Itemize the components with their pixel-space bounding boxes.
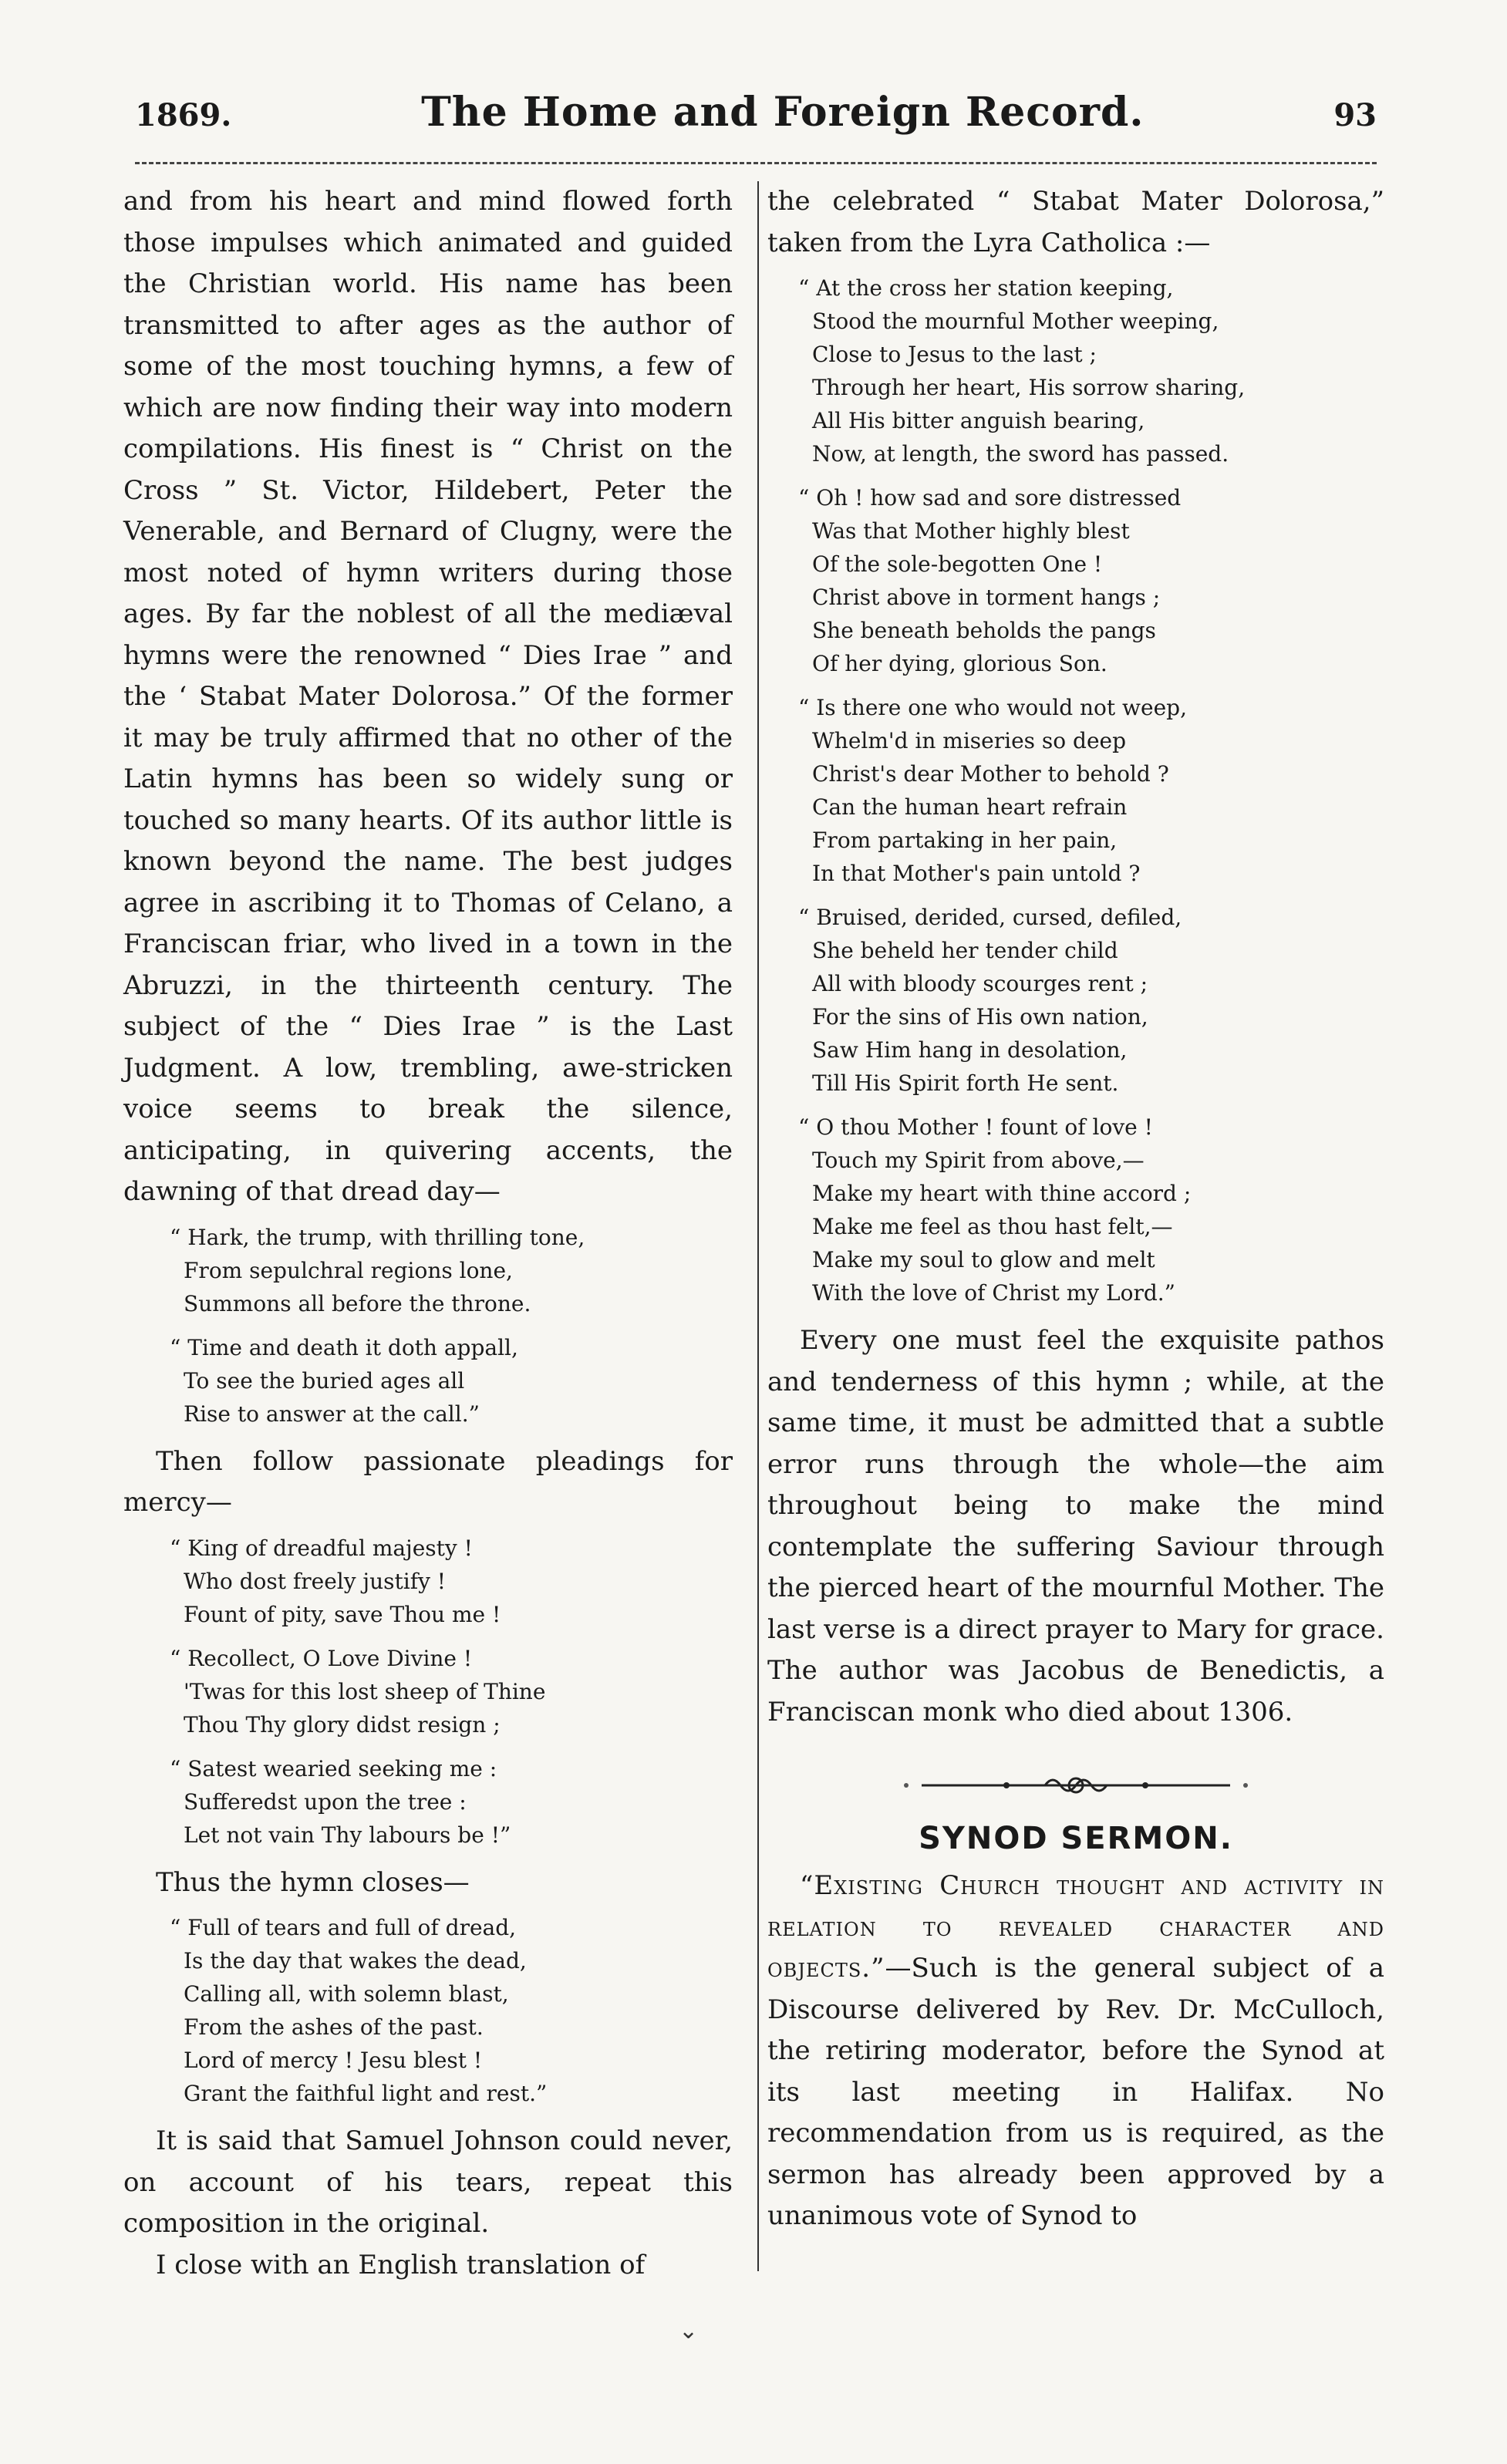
verse-line: Thou Thy glory didst resign ; (184, 1711, 501, 1738)
body-paragraph: Then follow passionate pleadings for mercy— (123, 1445, 733, 1518)
page-number: 93 (1333, 97, 1377, 133)
verse-line: Now, at length, the sword has passed. (812, 441, 1229, 467)
body-paragraph (767, 1866, 1384, 2237)
hymn-stanza (123, 1331, 733, 1431)
verse-line: Make my soul to glow and melt (812, 1247, 1155, 1272)
verse-line: Through her heart, His sorrow sharing, (812, 375, 1246, 400)
verse-line: Let not vain Thy labours be !” (184, 1822, 511, 1848)
verse-line: “ Is there one who would not weep, (798, 695, 1187, 720)
body-paragraph: and from his heart and mind flowed forth those impulses which animated and guided the Christian world. His name has been transmitted to after ages as the author of some of the most touching hymns, a few of which are now finding their way into modern compilations. His finest is “ Christ on the Cross ” St. Victor, Hildebert, Peter the Venerable, and Bernard of Clugny, were the most noted of hymn writers during those ages. By far the noblest of all the mediæval hymns were the renowned “ Dies Irae ” and the ‘ Stabat Mater Dolorosa.” Of the former it may be truly affirmed that no other of the Latin hymns has been so widely sung or touched so many hearts. Of its author little is known beyond the name. The best judges agree in ascribing it to Thomas of Celano, a Franciscan friar, who lived in a town in the Abruzzi, in the thirteenth century. The subject of the “ Dies Irae ” is the Last Judgment. A low, trembling, awe-stricken voice seems to break the silence, anticipating, in quivering accents, the dawning of that dread day— (123, 186, 733, 1207)
verse-line: Christ above in torment hangs ; (812, 585, 1161, 610)
verse-line: 'Twas for this lost sheep of Thine (184, 1678, 546, 1704)
left-column (123, 181, 733, 2286)
verse-line: She beneath beholds the pangs (812, 618, 1156, 643)
verse-line: “ Bruised, derided, cursed, defiled, (798, 905, 1182, 930)
hymn-stanza (767, 691, 1384, 890)
verse-line: Stood the mournful Mother weeping, (812, 308, 1219, 334)
section-heading: SYNOD SERMON. (919, 1821, 1233, 1856)
verse-line: “ King of dreadful majesty ! (170, 1535, 473, 1561)
periodical-title: The Home and Foreign Record. (421, 89, 1145, 136)
verse-line: Rise to answer at the call.” (184, 1401, 480, 1427)
flourish-ornament-icon (891, 1771, 1261, 1799)
verse-line: “ Oh ! how sad and sore distressed (798, 485, 1182, 511)
verse-line: Sufferedst upon the tree : (184, 1788, 467, 1815)
header-year: 1869. (135, 97, 232, 133)
body-paragraph: Every one must feel the exquisite pathos and tenderness of this hymn ; while, at the same time, it must be admitted that a subtle error runs through the whole—the aim throughout being to make the mind contemplate the suffering Saviour through the pierced heart of the mournful Mother. The last verse is a direct prayer to Mary for grace. The author was Jacobus de Benedictis, a Franciscan monk who died about 1306. (767, 1325, 1384, 1727)
verse-line: “ At the cross her station keeping, (798, 275, 1174, 301)
hymn-stanza (767, 481, 1384, 680)
verse-line: Make my heart with thine accord ; (812, 1181, 1192, 1206)
hymn-stanza (123, 1752, 733, 1852)
verse-line: Summons all before the throne. (184, 1290, 531, 1316)
right-column (767, 181, 1384, 2237)
paragraph-text: —Such is the general subject of a Discourse delivered by Rev. Dr. McCulloch, the retiring moderator, before the Synod at its last meeting in Halifax. No recommendation from us is required, as the sermon has already been approved by a unanimous vote of Synod to (767, 1953, 1384, 2231)
verse-line: “ Full of tears and full of dread, (170, 1915, 517, 1940)
verse-line: Make me feel as thou hast felt,— (812, 1214, 1173, 1239)
verse-line: Lord of mercy ! Jesu blest ! (184, 2048, 483, 2073)
verse-line: Saw Him hang in desolation, (812, 1037, 1128, 1063)
verse-line: Can the human heart refrain (812, 794, 1128, 820)
verse-line: Of the sole-begotten One ! (812, 551, 1103, 577)
verse-line: Christ's dear Mother to behold ? (812, 761, 1169, 787)
hymn-stanza (123, 1532, 733, 1631)
body-paragraph: I close with an English translation of (156, 2249, 646, 2280)
body-paragraph: It is said that Samuel Johnson could never, on account of his tears, repeat this composition in the original. (123, 2125, 733, 2239)
verse-line: For the sins of His own nation, (812, 1004, 1148, 1030)
verse-line: From sepulchral regions lone, (184, 1257, 513, 1283)
hymn-stanza (123, 1911, 733, 2110)
hymn-stanza (123, 1221, 733, 1320)
verse-line: With the love of Christ my Lord.” (812, 1280, 1175, 1306)
verse-line: Till His Spirit forth He sent. (812, 1070, 1119, 1096)
verse-line: Is the day that wakes the dead, (184, 1948, 527, 1974)
verse-line: In that Mother's pain untold ? (812, 861, 1141, 886)
verse-line: “ O thou Mother ! fount of love ! (798, 1114, 1153, 1140)
page-header (135, 89, 1377, 150)
verse-line: She beheld her tender child (812, 938, 1118, 963)
verse-line: Who dost freely justify ! (184, 1568, 447, 1594)
footer-mark: ⌄ (679, 2317, 699, 2344)
lead-small-caps: “Existing Church thought and activity in relation to revealed character and objects.” (767, 1870, 1384, 1984)
verse-line: Close to Jesus to the last ; (812, 342, 1097, 367)
verse-line: All His bitter anguish bearing, (812, 408, 1145, 433)
verse-line: “ Satest wearied seeking me : (170, 1755, 497, 1781)
verse-line: Fount of pity, save Thou me ! (184, 1601, 501, 1627)
verse-line: “ Time and death it doth appall, (170, 1334, 518, 1360)
hymn-stanza (767, 1111, 1384, 1310)
verse-line: “ Hark, the trump, with thrilling tone, (170, 1224, 585, 1250)
hymn-stanza (767, 271, 1384, 470)
verse-line: Grant the faithful light and rest.” (184, 2081, 548, 2106)
verse-line: All with bloody scourges rent ; (812, 971, 1148, 996)
body-paragraph: Thus the hymn closes— (156, 1866, 470, 1898)
verse-line: Whelm'd in miseries so deep (812, 728, 1127, 753)
verse-line: From partaking in her pain, (812, 828, 1118, 853)
header-rule (135, 162, 1377, 164)
body-paragraph: the celebrated “ Stabat Mater Dolorosa,” taken from the Lyra Catholica :— (767, 186, 1384, 258)
hymn-stanza (123, 1642, 733, 1741)
verse-line: Calling all, with solemn blast, (184, 1981, 509, 2007)
column-divider (757, 181, 759, 2271)
hymn-stanza (767, 901, 1384, 1100)
verse-line: Of her dying, glorious Son. (812, 651, 1107, 676)
ornamental-divider (767, 1771, 1384, 1799)
verse-line: “ Recollect, O Love Divine ! (170, 1645, 473, 1671)
verse-line: To see the buried ages all (184, 1367, 465, 1394)
verse-line: From the ashes of the past. (184, 2014, 484, 2040)
verse-line: Touch my Spirit from above,— (812, 1148, 1145, 1173)
verse-line: Was that Mother highly blest (812, 518, 1130, 544)
